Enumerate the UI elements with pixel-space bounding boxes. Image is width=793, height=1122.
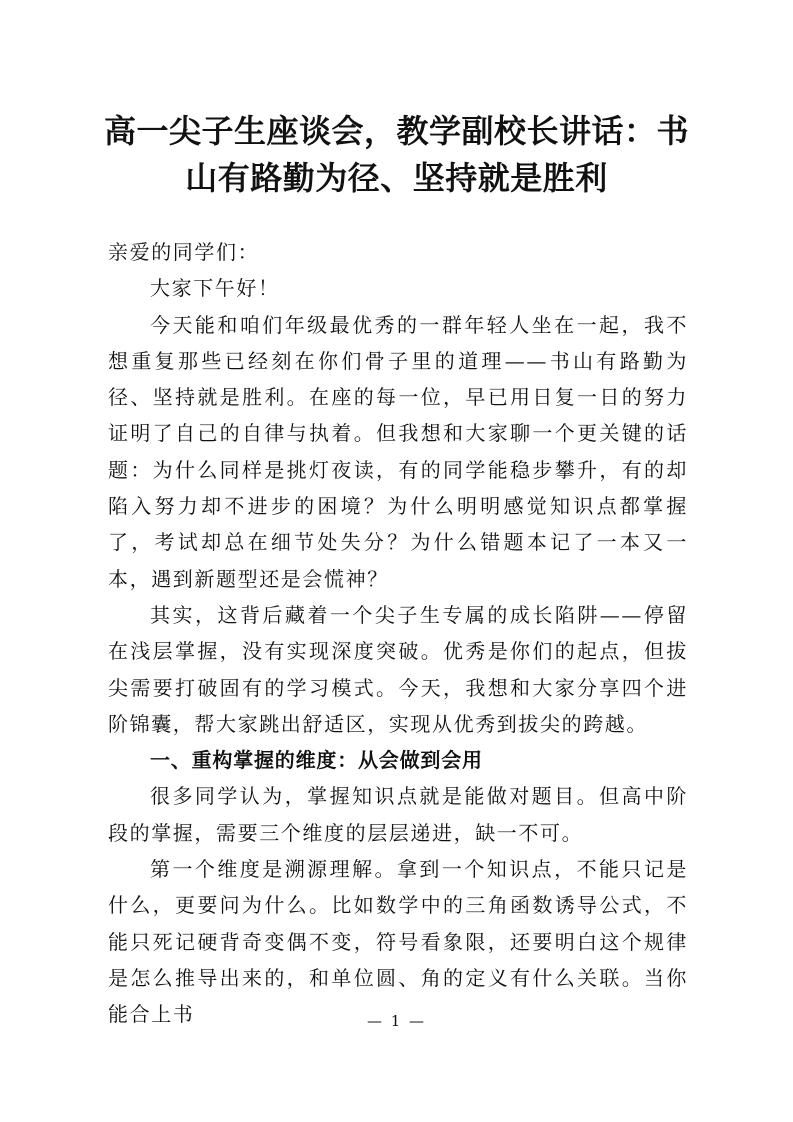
body-paragraph: 第一个维度是溯源理解。拿到一个知识点，不能只记是什么，更要问为什么。比如数学中的三角函数诱导公式，不能只死记硬背奇变偶不变，符号看象限，还要明白这个规律是怎么推导出来的，和单位圆、角的定义有什么关联。当你能合上书 [108,857,688,1027]
document-body [108,234,688,1033]
body-paragraph: 其实，这背后藏着一个尖子生专属的成长陷阱——停留在浅层掌握，没有实现深度突破。优秀是你们的起点，但拔尖需要打破固有的学习模式。今天，我想和大家分享四个进阶锦囊，帮大家跳出舒适区，实现从优秀到拔尖的跨越。 [108,602,688,736]
title-line-2: 山有路勤为径、坚持就是胜利 [185,159,608,197]
greeting: 大家下午好！ [150,276,280,301]
title-line-1: 高一尖子生座谈会，教学副校长讲话：书 [103,112,689,150]
page-number: — 1 — [366,1012,427,1030]
document-title [100,108,693,202]
body-paragraph: 今天能和咱们年级最优秀的一群年轻人坐在一起，我不想重复那些已经刻在你们骨子里的道理——书山有路勤为径、坚持就是胜利。在座的每一位，早已用日复一日的努力证明了自己的自律与执着。但我想和大家聊一个更关键的话题：为什么同样是挑灯夜读，有的同学能稳步攀升，有的却陷入努力却不进步的困境？为什么明明感觉知识点都掌握了，考试却总在细节处失分？为什么错题本记了一本又一本，遇到新题型还是会慌神？ [108,312,688,591]
body-paragraph: 很多同学认为，掌握知识点就是能做对题目。但高中阶段的掌握，需要三个维度的层层递进，缺一不可。 [108,784,688,845]
section-heading: 一、重构掌握的维度：从会做到会用 [150,748,483,773]
salutation: 亲爱的同学们： [108,240,260,264]
